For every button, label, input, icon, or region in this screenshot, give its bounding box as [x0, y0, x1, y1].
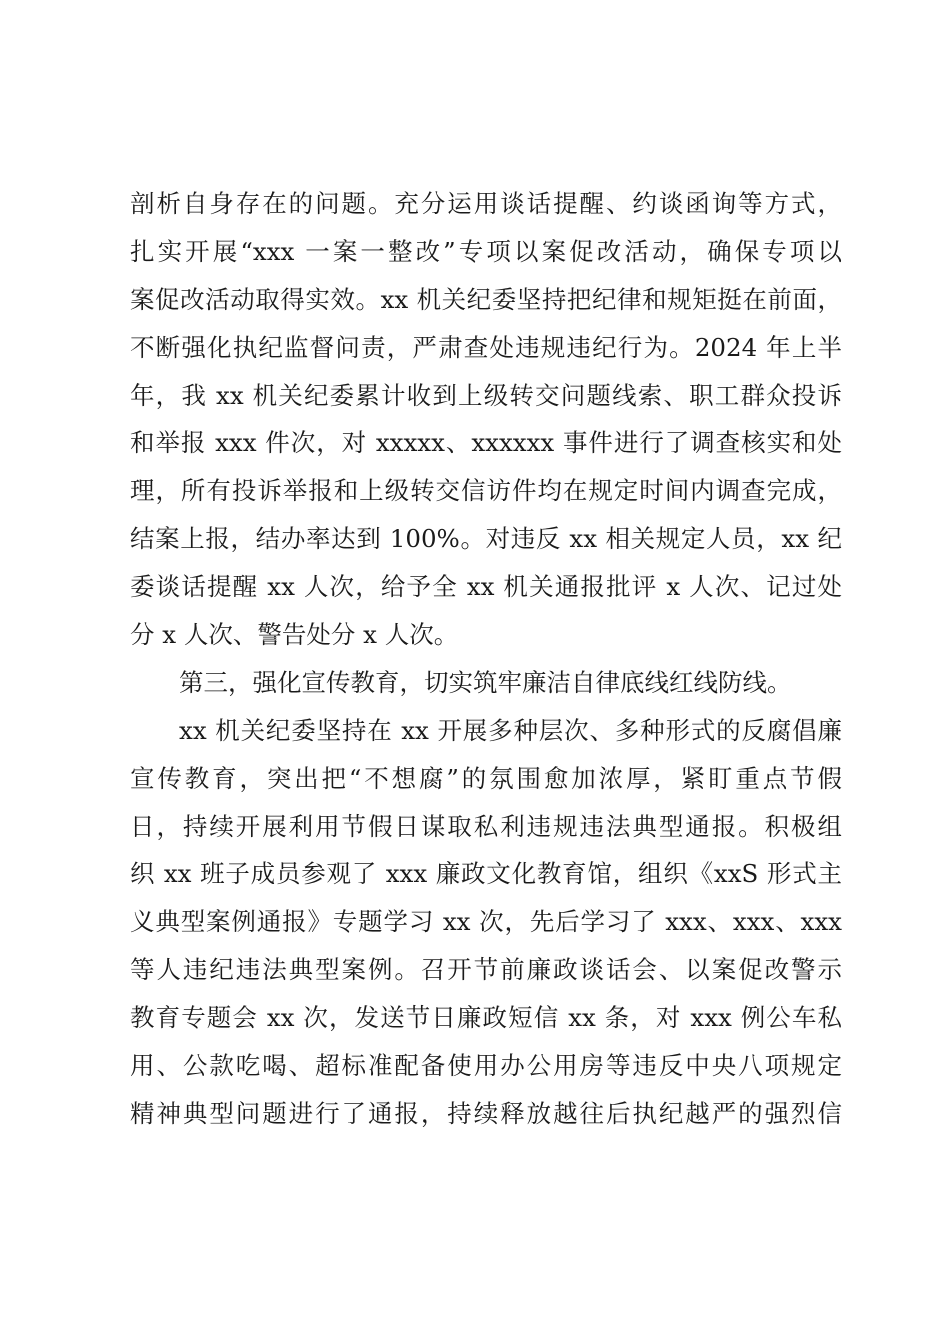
text-line: 剖析自身存在的问题。充分运用谈话提醒、约谈函询等方式，	[130, 189, 842, 218]
section-heading-third	[130, 659, 842, 707]
text-line: 宣传教育，突出把“不想腐”的氛围愈加浓厚，紧盯重点节假	[130, 763, 842, 793]
text-line: 结案上报，结办率达到 100%。对违反 xx 相关规定人员，xx 纪	[130, 524, 842, 554]
text-line: 用、公款吃喝、超标准配备使用办公用房等违反中央八项规定	[130, 1051, 842, 1081]
text-line: 精神典型问题进行了通报，持续释放越往后执纪越严的强烈信	[130, 1098, 842, 1128]
text-line: 织 xx 班子成员参观了 xxx 廉政文化教育馆，组织《xxS 形式主	[130, 859, 842, 889]
text-line: 不断强化执纪监督问责，严肃查处违规违纪行为。2024 年上半	[130, 332, 842, 362]
text-line: 分 x 人次、警告处分 x 人次。	[130, 620, 459, 650]
text-line: 案促改活动取得实效。xx 机关纪委坚持把纪律和规矩挺在前面，	[130, 284, 842, 314]
text-line: 扎实开展“xxx 一案一整改”专项以案促改活动，确保专项以	[130, 236, 842, 266]
text-line: 理，所有投诉举报和上级转交信访件均在规定时间内调查完成，	[130, 476, 842, 506]
text-line: 第三，强化宣传教育，切实筑牢廉洁自律底线红线防线。	[179, 667, 792, 697]
text-line: 年，我 xx 机关纪委累计收到上级转交问题线索、职工群众投诉	[130, 380, 842, 410]
paragraph-propaganda-education	[130, 707, 842, 1138]
paragraph-discipline-enforcement	[130, 180, 842, 659]
text-line: 等人违纪违法典型案例。召开节前廉政谈话会、以案促改警示	[130, 955, 842, 985]
text-line: xx 机关纪委坚持在 xx 开展多种层次、多种形式的反腐倡廉	[179, 715, 842, 745]
text-line: 义典型案例通报》专题学习 xx 次，先后学习了 xxx、xxx、xxx	[130, 907, 842, 937]
text-line: 教育专题会 xx 次，发送节日廉政短信 xx 条，对 xxx 例公车私	[130, 1003, 842, 1033]
text-line: 委谈话提醒 xx 人次，给予全 xx 机关通报批评 x 人次、记过处	[130, 572, 842, 602]
text-line: 和举报 xxx 件次，对 xxxxx、xxxxxx 事件进行了调查核实和处	[130, 428, 842, 458]
text-line: 日，持续开展利用节假日谋取私利违规违法典型通报。积极组	[130, 811, 842, 841]
document-body	[130, 180, 842, 1138]
